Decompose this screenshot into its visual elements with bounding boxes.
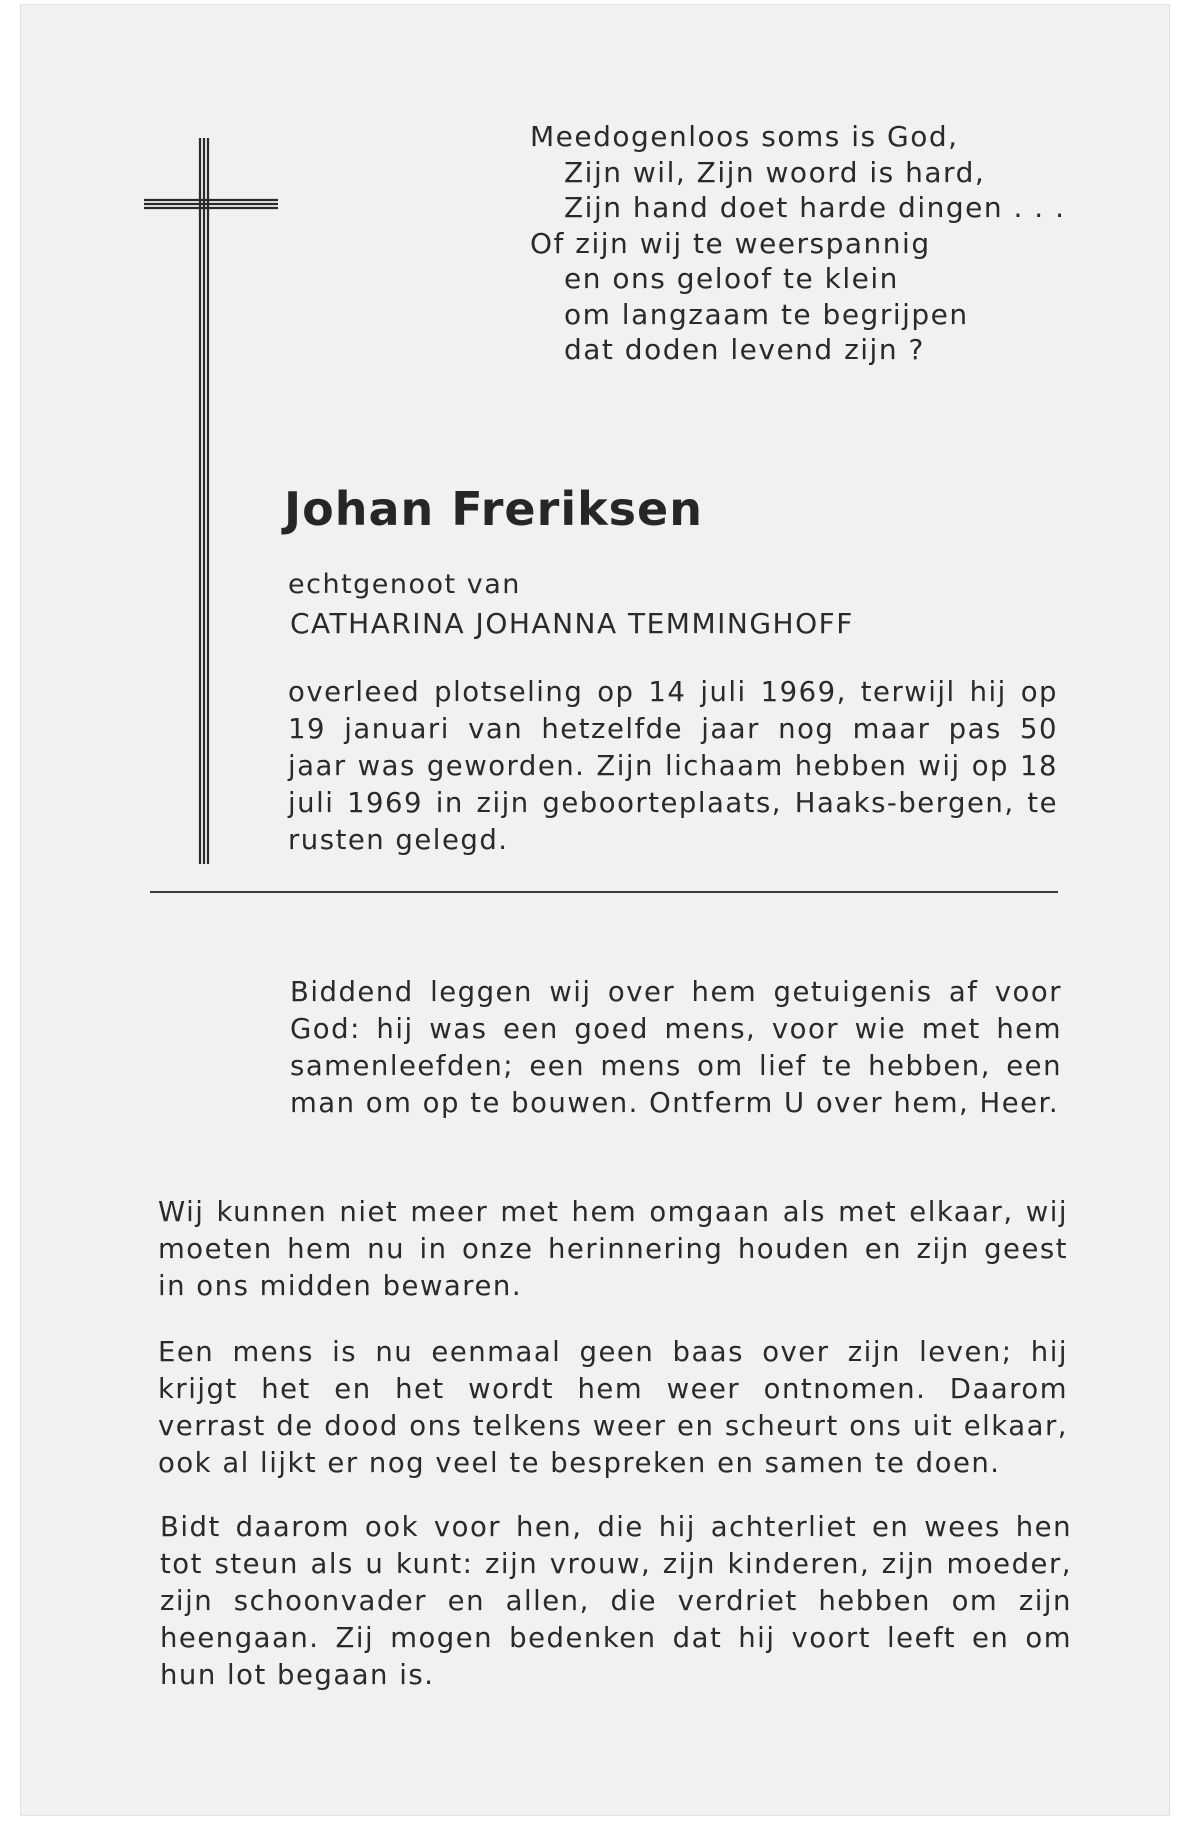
- spouse-label: echtgenoot van: [288, 569, 521, 600]
- poem-line: dat doden levend zijn ?: [564, 333, 925, 366]
- poem-line: Zijn hand doet harde dingen . . .: [564, 191, 1066, 224]
- spouse-name: CATHARINA JOHANNA TEMMINGHOFF: [290, 607, 854, 640]
- paragraph: Wij kunnen niet meer met hem omgaan als met elkaar, wij moeten hem nu in onze herinnering houden en zijn geest in ons midden bewaren.: [158, 1196, 1068, 1302]
- memorial-card: [20, 4, 1170, 1816]
- poem-line: en ons geloof te klein: [564, 262, 899, 295]
- paragraph: Een mens is nu eenmaal geen baas over zijn leven; hij krijgt het en het wordt hem weer ontnomen. Daarom verrast de dood ons telkens weer en scheurt ons uit elkaar, ook al lijkt er nog veel te bespreken en samen te doen.: [158, 1336, 1068, 1479]
- poem-line: om langzaam te begrijpen: [564, 297, 969, 331]
- deceased-name: Johan Freriksen: [284, 482, 704, 536]
- divider: [150, 891, 1058, 893]
- paragraph: Bidt daarom ook voor hen, die hij achterliet en wees hen tot steun als u kunt: zijn vrouw, zijn kinderen, zijn moeder, zijn schoonvader en allen, die verdriet hebben om zijn heengaan. Zij mogen bedenken dat hij voort leeft en om hun lot begaan is.: [160, 1511, 1072, 1691]
- poem-line: Meedogenloos soms is God,: [530, 120, 959, 153]
- poem-line: Of zijn wij te weerspannig: [530, 226, 931, 260]
- poem: [530, 119, 1066, 368]
- death-announcement: overleed plotseling op 14 juli 1969, terwijl hij op 19 januari van hetzelfde jaar nog maar pas 50 jaar was geworden. Zijn lichaam hebben wij op 18 juli 1969 in zijn geboorteplaats, Haaks-bergen, te rusten gelegd.: [288, 676, 1058, 856]
- prayer-text: Biddend leggen wij over hem getuigenis af voor God: hij was een goed mens, voor wie met hem samenleefden; een mens om lief te hebben, een man om op te bouwen. Ontferm U over hem, Heer.: [290, 976, 1062, 1119]
- poem-line: Zijn wil, Zijn woord is hard,: [564, 155, 986, 189]
- cross-icon: [144, 138, 278, 864]
